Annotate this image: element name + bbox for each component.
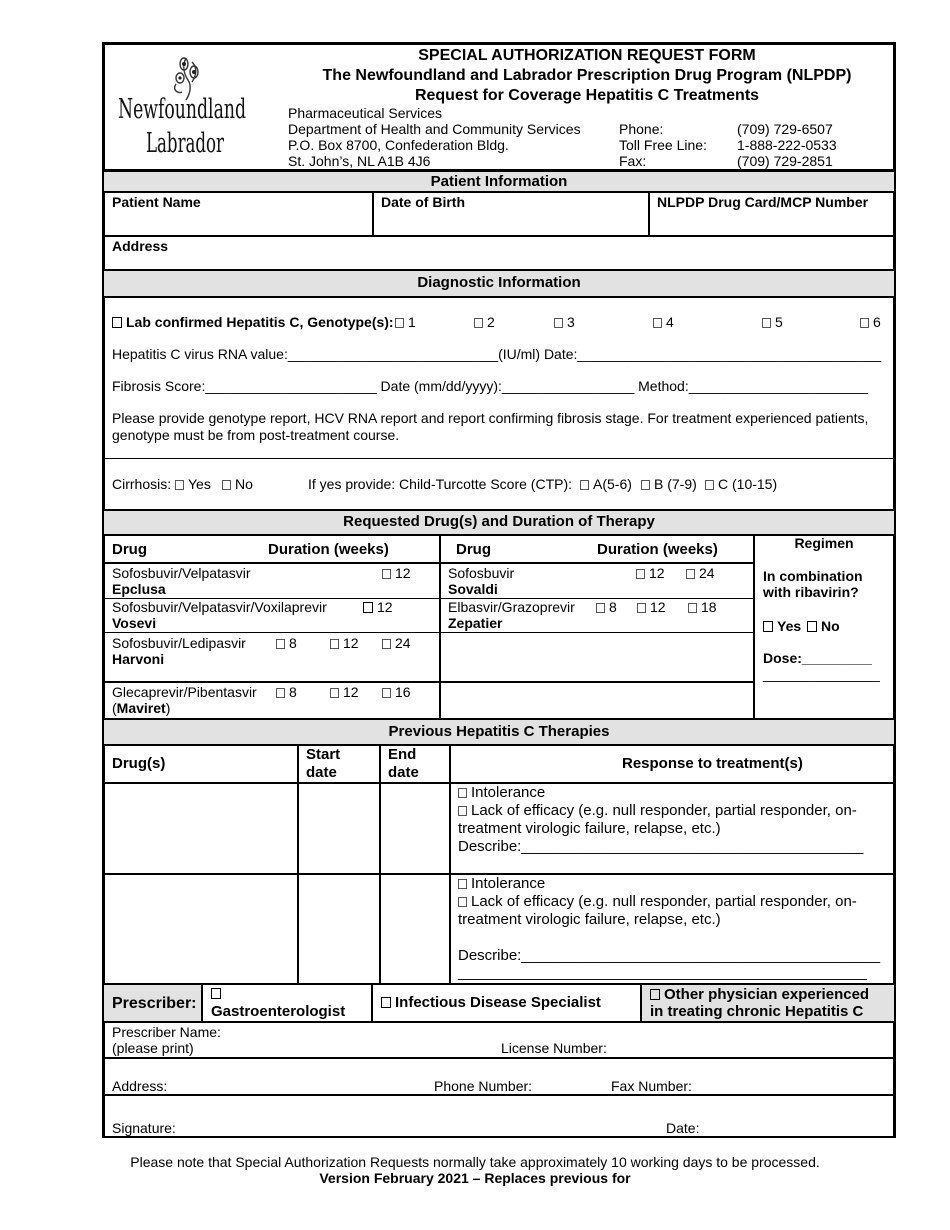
describe-line: _________________________________________________ — [458, 964, 867, 981]
lack-efficacy-line2: treatment virologic failure, relapse, etc.) — [458, 911, 721, 928]
drug-card-input[interactable] — [657, 212, 887, 234]
prev-start-cell[interactable] — [300, 876, 377, 980]
checkbox-icon[interactable] — [596, 603, 605, 613]
drug-generic: Elbasvir/Grazoprevir — [448, 599, 575, 615]
lack-efficacy-option[interactable] — [458, 802, 857, 820]
weeks-option[interactable] — [596, 599, 617, 616]
prev-drug-cell[interactable] — [104, 785, 294, 871]
checkbox-icon[interactable] — [458, 897, 467, 907]
genotype-3[interactable] — [554, 314, 575, 331]
regimen-title: Regimen — [794, 535, 854, 551]
weeks-label: 16 — [395, 684, 411, 700]
phone-label: Phone: — [619, 121, 664, 137]
genotype-label: 2 — [487, 314, 495, 330]
diagnostic-note: Please provide genotype report, HCV RNA report and report confirming fibrosis stage. For treatment experienced patients, genotype must be from post-treatment course. — [112, 410, 869, 443]
weeks-option[interactable] — [688, 599, 717, 616]
checkbox-icon[interactable] — [580, 480, 589, 490]
weeks-option[interactable] — [363, 599, 393, 616]
checkbox-icon[interactable] — [222, 480, 231, 490]
prev-start-header-1: Start — [306, 746, 341, 763]
checkbox-icon[interactable] — [382, 688, 391, 698]
checkbox-icon[interactable] — [276, 688, 285, 698]
ctp-a[interactable] — [580, 476, 632, 493]
prescriber-label: Prescriber: — [112, 995, 197, 1012]
fibrosis-score-line[interactable]: Fibrosis Score:______________________ Date (mm/dd/yyyy):_________________ Method:_______________________ — [112, 378, 868, 394]
weeks-option[interactable] — [636, 565, 665, 582]
checkbox-icon[interactable] — [637, 603, 646, 613]
weeks-label: 12 — [343, 635, 359, 651]
prev-end-header-2: date — [388, 764, 419, 781]
lack-efficacy-option[interactable] — [458, 893, 857, 911]
prescriber-address-input[interactable] — [172, 1062, 427, 1092]
divider — [102, 1057, 896, 1059]
divider — [371, 983, 373, 1022]
form-subtitle: The Newfoundland and Labrador Prescription Drug Program (NLPDP) — [322, 67, 852, 84]
drug-generic: Sofosbuvir — [448, 565, 515, 581]
checkbox-icon[interactable] — [276, 639, 285, 649]
frame-top — [102, 42, 896, 45]
frame-bottom — [102, 1136, 896, 1138]
newfoundland-labrador-logo — [112, 52, 262, 162]
prescriber-name-sublabel: (please print) — [112, 1040, 194, 1056]
drug-col-header-right: Drug — [456, 541, 491, 558]
checkbox-icon[interactable] — [688, 603, 697, 613]
divider — [102, 562, 754, 564]
weeks-label: 8 — [609, 599, 617, 615]
divider — [102, 1021, 896, 1023]
divider — [102, 681, 754, 683]
lack-efficacy-line2: treatment virologic failure, relapse, etc.) — [458, 820, 721, 837]
date-of-birth-label: Date of Birth — [381, 194, 465, 210]
checkbox-icon[interactable] — [763, 621, 773, 632]
checkbox-icon[interactable] — [650, 989, 660, 1000]
divider — [102, 744, 896, 746]
drug-brand: Sovaldi — [448, 581, 498, 597]
weeks-option[interactable] — [330, 684, 359, 701]
checkbox-icon[interactable] — [474, 318, 483, 328]
drug-generic: Sofosbuvir/Ledipasvir — [112, 635, 246, 651]
prev-start-header-2: date — [306, 764, 337, 781]
checkbox-icon[interactable] — [458, 788, 467, 798]
previous-section-title: Previous Hepatitis C Therapies — [388, 723, 610, 740]
drug-brand: Epclusa — [112, 581, 166, 597]
intolerance-label: Intolerance — [471, 784, 546, 801]
pitcher-plant-icon — [112, 52, 262, 162]
drug-brand-row: (Maviret) — [112, 700, 171, 716]
prescriber-name-input[interactable] — [230, 1024, 490, 1056]
date-of-birth-input[interactable] — [381, 212, 643, 234]
divider — [102, 1094, 896, 1096]
checkbox-icon[interactable] — [653, 318, 662, 328]
duration-col-header: Duration (weeks) — [268, 541, 389, 558]
cirrhosis-no[interactable] — [222, 476, 253, 493]
intolerance-option[interactable] — [458, 784, 545, 802]
weeks-label: 12 — [377, 599, 393, 615]
prev-end-header-1: End — [388, 746, 417, 763]
weeks-option[interactable] — [382, 684, 411, 701]
signature-label: Signature: — [112, 1120, 176, 1136]
tollfree-value: 1-888-222-0533 — [737, 137, 837, 153]
ctp-option-label: B (7-9) — [654, 476, 697, 492]
describe-field[interactable]: Describe:_________________________________________ — [458, 838, 864, 855]
footer-note: Please note that Special Authorization Requests normally take approximately 10 working days to be processed. — [130, 1154, 820, 1170]
weeks-label: 12 — [649, 565, 665, 581]
drug-generic: Sofosbuvir/Velpatasvir/Voxilaprevir — [112, 599, 327, 615]
genotype-label: 1 — [408, 314, 416, 330]
ribavirin-no[interactable] — [807, 618, 840, 635]
phone-number-label: Phone Number: — [434, 1078, 533, 1094]
ribavirin-yes[interactable] — [763, 618, 801, 635]
checkbox-icon[interactable] — [330, 688, 339, 698]
prev-drugs-header: Drug(s) — [112, 755, 166, 772]
divider — [379, 744, 381, 984]
regimen-q2: with ribavirin? — [763, 584, 859, 600]
signature-input[interactable] — [180, 1098, 650, 1134]
prescriber-address-label: Address: — [112, 1078, 168, 1094]
patient-name-input[interactable] — [112, 212, 368, 234]
checkbox-icon[interactable] — [381, 997, 391, 1008]
weeks-label: 24 — [395, 635, 411, 651]
prev-drug-cell[interactable] — [104, 876, 294, 980]
other-physician-label-2: in treating chronic Hepatitis C — [650, 1003, 864, 1020]
divider — [648, 191, 650, 237]
checkbox-icon[interactable] — [554, 318, 563, 328]
signature-date-input[interactable] — [705, 1098, 885, 1134]
genotype-label: 5 — [775, 314, 783, 330]
gastroenterologist-option[interactable] — [211, 985, 225, 1003]
checkbox-icon[interactable] — [636, 569, 645, 579]
prev-response-header: Response to treatment(s) — [622, 755, 803, 772]
weeks-label: 12 — [650, 599, 666, 615]
ctp-b[interactable] — [641, 476, 697, 493]
patient-section-title: Patient Information — [430, 173, 568, 190]
prescriber-name-label: Prescriber Name: — [112, 1024, 221, 1040]
lack-efficacy-label: Lack of efficacy (e.g. null responder, partial responder, on- — [471, 802, 857, 819]
duration-col-header-right: Duration (weeks) — [597, 541, 718, 558]
checkbox-icon[interactable] — [860, 318, 869, 328]
checkbox-icon[interactable] — [112, 317, 122, 328]
drug-brand: Vosevi — [112, 615, 157, 631]
weeks-option[interactable] — [330, 635, 359, 652]
other-physician-option[interactable] — [650, 986, 869, 1004]
divider — [372, 191, 374, 237]
dose-line: _______________ — [763, 666, 880, 682]
divider — [102, 191, 896, 193]
rna-value-line[interactable]: Hepatitis C virus RNA value:___________________________(IU/ml) Date:_______________________________________ — [112, 346, 882, 362]
drug-card-label: NLPDP Drug Card/MCP Number — [657, 194, 869, 210]
checkbox-icon[interactable] — [395, 318, 404, 328]
yes-label: Yes — [777, 618, 802, 634]
weeks-option[interactable] — [637, 599, 666, 616]
genotype-5[interactable] — [762, 314, 783, 331]
form-title: SPECIAL AUTHORIZATION REQUEST FORM — [418, 47, 756, 64]
license-number-input[interactable] — [612, 1024, 882, 1056]
weeks-option[interactable] — [276, 684, 297, 701]
dose-field[interactable]: Dose:_________ — [763, 650, 872, 666]
weeks-option[interactable] — [382, 635, 411, 652]
no-label: No — [821, 618, 840, 634]
drugs-section-title: Requested Drug(s) and Duration of Therapy — [343, 513, 655, 530]
divider — [640, 983, 642, 1022]
form-subtitle-2: Request for Coverage Hepatitis C Treatments — [414, 87, 760, 104]
weeks-label: 8 — [289, 684, 297, 700]
genotype-4[interactable] — [653, 314, 674, 331]
weeks-label: 18 — [701, 599, 717, 615]
weeks-label: 12 — [395, 565, 411, 581]
genotype-2[interactable] — [474, 314, 495, 331]
prev-end-cell[interactable] — [382, 876, 447, 980]
fax-value: (709) 729-2851 — [737, 153, 833, 169]
lack-efficacy-label: Lack of efficacy (e.g. null responder, partial responder, on- — [471, 893, 857, 910]
footer-version: Version February 2021 – Replaces previous for — [319, 1170, 631, 1186]
checkbox-icon[interactable] — [175, 480, 184, 490]
lab-confirmed-label: Lab confirmed Hepatitis C, Genotype(s): — [126, 314, 394, 330]
genotype-label: 4 — [666, 314, 674, 330]
divider — [102, 632, 754, 633]
ctp-option-label: A(5-6) — [593, 476, 632, 492]
checkbox-icon[interactable] — [641, 480, 650, 490]
divider — [102, 235, 896, 237]
address-input[interactable] — [180, 238, 880, 266]
fax-label: Fax: — [619, 153, 647, 169]
infectious-disease-option[interactable] — [381, 994, 601, 1012]
org-line-4: St. John’s, NL A1B 4J6 — [288, 153, 431, 169]
lab-confirmed-row[interactable] — [112, 314, 394, 331]
cirrhosis-yes[interactable] — [175, 476, 211, 493]
weeks-option[interactable] — [382, 565, 411, 582]
divider — [297, 744, 299, 984]
intolerance-label: Intolerance — [471, 875, 546, 892]
drug-brand: Harvoni — [112, 651, 165, 667]
checkbox-icon[interactable] — [458, 879, 467, 889]
checkbox-icon[interactable] — [705, 480, 714, 490]
logo-line1: Newfoundland — [118, 94, 246, 125]
genotype-label: 6 — [873, 314, 881, 330]
drug-brand: Zepatier — [448, 615, 503, 631]
cirrhosis-label: Cirrhosis: — [112, 476, 172, 492]
ctp-option-label: C (10-15) — [718, 476, 778, 492]
other-physician-label: Other physician experienced — [664, 986, 870, 1003]
signature-date-label: Date: — [666, 1120, 700, 1136]
license-number-label: License Number: — [501, 1040, 607, 1056]
yes-label: Yes — [188, 476, 211, 492]
checkbox-icon[interactable] — [762, 318, 771, 328]
patient-name-label: Patient Name — [112, 194, 201, 210]
weeks-option[interactable] — [686, 565, 715, 582]
drug-brand: Maviret — [116, 700, 166, 716]
genotype-label: 3 — [567, 314, 575, 330]
address-label: Address — [112, 238, 169, 254]
intolerance-option[interactable] — [458, 875, 545, 893]
tollfree-label: Toll Free Line: — [619, 137, 707, 153]
drug-generic: Glecaprevir/Pibentasvir — [112, 684, 257, 700]
regimen-q1: In combination — [763, 568, 863, 584]
phone-value: (709) 729-6507 — [737, 121, 833, 137]
divider — [102, 296, 896, 298]
checkbox-icon[interactable] — [363, 602, 373, 613]
prev-end-cell[interactable] — [382, 785, 447, 871]
weeks-label: 8 — [289, 635, 297, 651]
diagnostic-section-title: Diagnostic Information — [417, 274, 581, 291]
org-line-3: P.O. Box 8700, Confederation Bldg. — [288, 137, 509, 153]
drug-col-header: Drug — [112, 541, 147, 558]
genotype-6[interactable] — [860, 314, 881, 331]
checkbox-icon[interactable] — [686, 569, 695, 579]
divider — [449, 744, 451, 984]
weeks-label: 12 — [343, 684, 359, 700]
gastroenterologist-label: Gastroenterologist — [211, 1003, 346, 1020]
org-line-1: Pharmaceutical Services — [288, 105, 443, 121]
no-label: No — [235, 476, 253, 492]
weeks-label: 24 — [699, 565, 715, 581]
drug-generic: Sofosbuvir/Velpatasvir — [112, 565, 251, 581]
weeks-option[interactable] — [276, 635, 297, 652]
logo-line2: Labrador — [146, 128, 225, 159]
prev-start-cell[interactable] — [300, 785, 377, 871]
divider — [201, 983, 203, 1022]
checkbox-icon[interactable] — [330, 639, 339, 649]
checkbox-icon[interactable] — [382, 569, 391, 579]
checkbox-icon[interactable] — [458, 806, 467, 816]
org-line-2: Department of Health and Community Services — [288, 121, 581, 137]
ctp-c[interactable] — [705, 476, 777, 493]
describe-field[interactable]: Describe:___________________________________________ — [458, 947, 881, 964]
ctp-label: If yes provide: Child-Turcotte Score (CTP): — [308, 476, 573, 492]
checkbox-icon[interactable] — [807, 621, 817, 632]
checkbox-icon[interactable] — [211, 988, 221, 999]
checkbox-icon[interactable] — [382, 639, 391, 649]
fax-number-label: Fax Number: — [611, 1078, 692, 1094]
divider — [102, 458, 896, 459]
infectious-disease-label: Infectious Disease Specialist — [395, 994, 601, 1011]
genotype-1[interactable] — [395, 314, 416, 331]
frame-right — [893, 42, 896, 1138]
